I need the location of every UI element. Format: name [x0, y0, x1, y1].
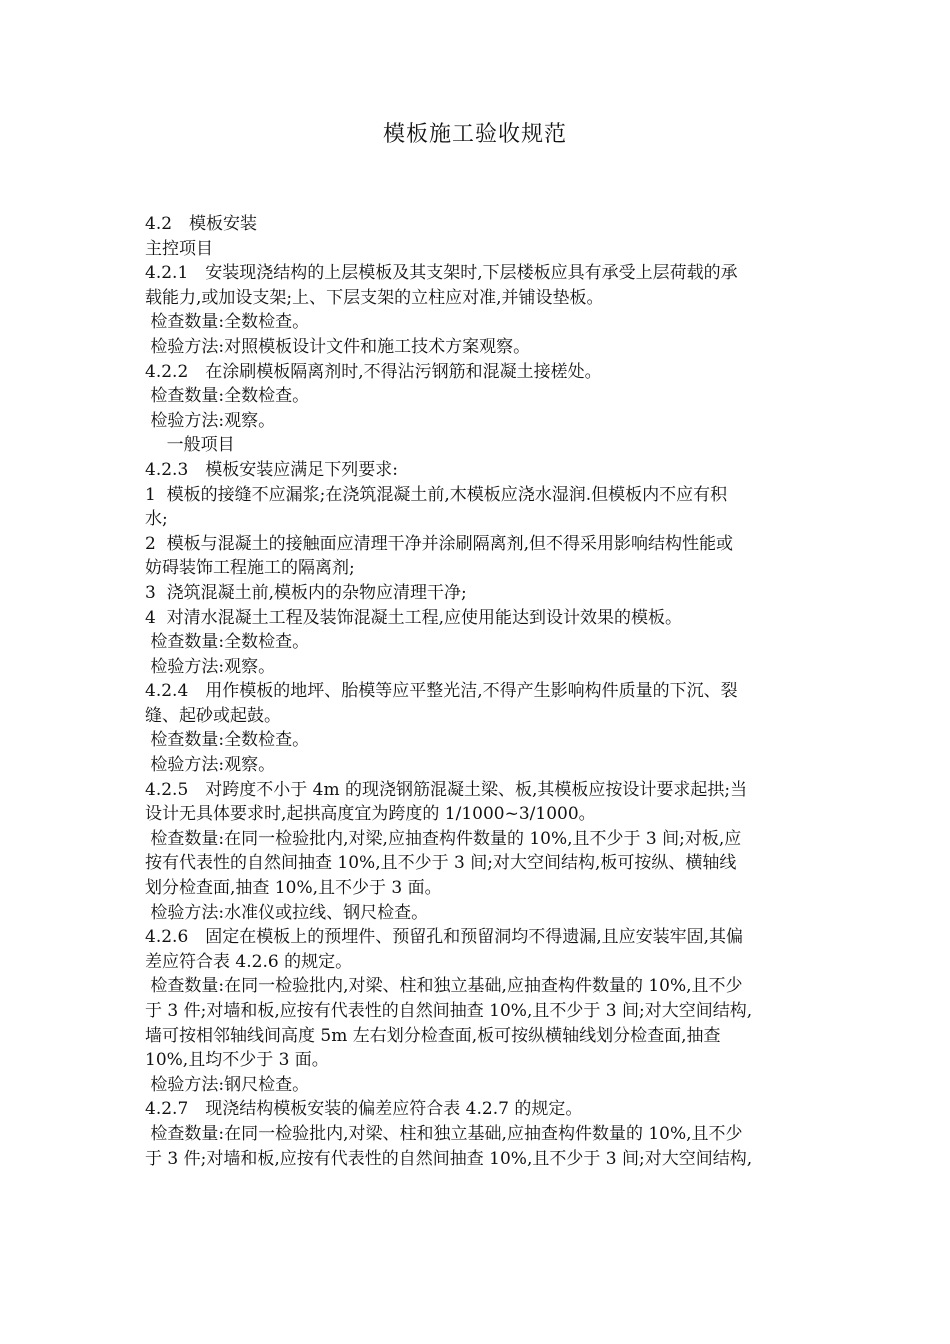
document-line: 于 3 件;对墙和板,应按有代表性的自然间抽查 10%,且不少于 3 间;对大空间结构, — [145, 1001, 753, 1021]
document-line: 检验方法:观察。 — [145, 755, 276, 776]
document-line: 检查数量:在同一检验批内,对梁,应抽查构件数量的 10%,且不少于 3 间;对板,应 — [145, 828, 742, 849]
document-line: 4.2.7 现浇结构模板安装的偏差应符合表 4.2.7 的规定。 — [145, 1099, 583, 1120]
document-line: 4.2.2 在涂刷模板隔离剂时,不得沾污钢筋和混凝土接槎处。 — [145, 361, 602, 382]
document-line: 设计无具体要求时,起拱高度宜为跨度的 1/1000~3/1000。 — [145, 804, 596, 825]
document-line: 4.2.1 安装现浇结构的上层模板及其支架时,下层楼板应具有承受上层荷载的承 — [145, 263, 738, 284]
document-line: 检查数量:全数检查。 — [145, 632, 310, 653]
document-line: 3 浇筑混凝土前,模板内的杂物应清理干净; — [145, 582, 467, 603]
document-line: 检验方法:水准仪或拉线、钢尺检查。 — [145, 902, 429, 923]
document-title: 模板施工验收规范 — [382, 122, 567, 147]
document-line: 4.2 模板安装 — [145, 214, 258, 234]
document-line: 检验方法:对照模板设计文件和施工技术方案观察。 — [145, 336, 531, 357]
document-line: 按有代表性的自然间抽查 10%,且不少于 3 间;对大空间结构,板可按纵、横轴线 — [145, 853, 737, 874]
document-line: 4 对清水混凝土工程及装饰混凝土工程,应使用能达到设计效果的模板。 — [145, 607, 683, 628]
document-line: 1 模板的接缝不应漏浆;在浇筑混凝土前,木模板应浇水湿润.但模板内不应有积 — [145, 484, 728, 505]
document-line: 检查数量:全数检查。 — [145, 312, 310, 333]
document-line: 4.2.5 对跨度不小于 4m 的现浇钢筋混凝土梁、板,其模板应按设计要求起拱;当 — [145, 779, 748, 800]
document-line: 妨碍装饰工程施工的隔离剂; — [145, 558, 355, 579]
document-line: 4.2.4 用作模板的地坪、胎模等应平整光洁,不得产生影响构件质量的下沉、裂 — [145, 681, 738, 702]
document-line: 2 模板与混凝土的接触面应清理干净并涂刷隔离剂,但不得采用影响结构性能或 — [145, 533, 734, 554]
document-line: 一般项目 — [145, 435, 235, 456]
document-line: 差应符合表 4.2.6 的规定。 — [145, 951, 353, 972]
document-line: 检验方法:观察。 — [145, 410, 276, 431]
document-line: 检查数量:在同一检验批内,对梁、柱和独立基础,应抽查构件数量的 10%,且不少 — [145, 976, 743, 997]
document-line: 水; — [145, 509, 168, 530]
document-body — [145, 212, 810, 1171]
document-line: 主控项目 — [145, 238, 213, 259]
document-line: 检验方法:观察。 — [145, 656, 276, 677]
document-line: 4.2.6 固定在模板上的预埋件、预留孔和预留洞均不得遗漏,且应安装牢固,其偏 — [145, 927, 744, 948]
document-line: 于 3 件;对墙和板,应按有代表性的自然间抽查 10%,且不少于 3 间;对大空间结构, — [145, 1148, 753, 1169]
document-line: 检查数量:在同一检验批内,对梁、柱和独立基础,应抽查构件数量的 10%,且不少 — [145, 1123, 743, 1144]
document-line: 检查数量:全数检查。 — [145, 386, 310, 407]
document-line: 载能力,或加设支架;上、下层支架的立柱应对准,并铺设垫板。 — [145, 287, 604, 308]
document-line: 缝、起砂或起鼓。 — [145, 705, 281, 726]
document-line: 检查数量:全数检查。 — [145, 730, 310, 751]
document-line: 划分检查面,抽查 10%,且不少于 3 面。 — [145, 878, 442, 899]
document-line: 检验方法:钢尺检查。 — [145, 1074, 310, 1095]
document-line: 墙可按相邻轴线间高度 5m 左右划分检查面,板可按纵横轴线划分检查面,抽查 — [145, 1025, 721, 1046]
document-line: 10%,且均不少于 3 面。 — [145, 1050, 329, 1071]
document-line: 4.2.3 模板安装应满足下列要求: — [145, 459, 398, 480]
